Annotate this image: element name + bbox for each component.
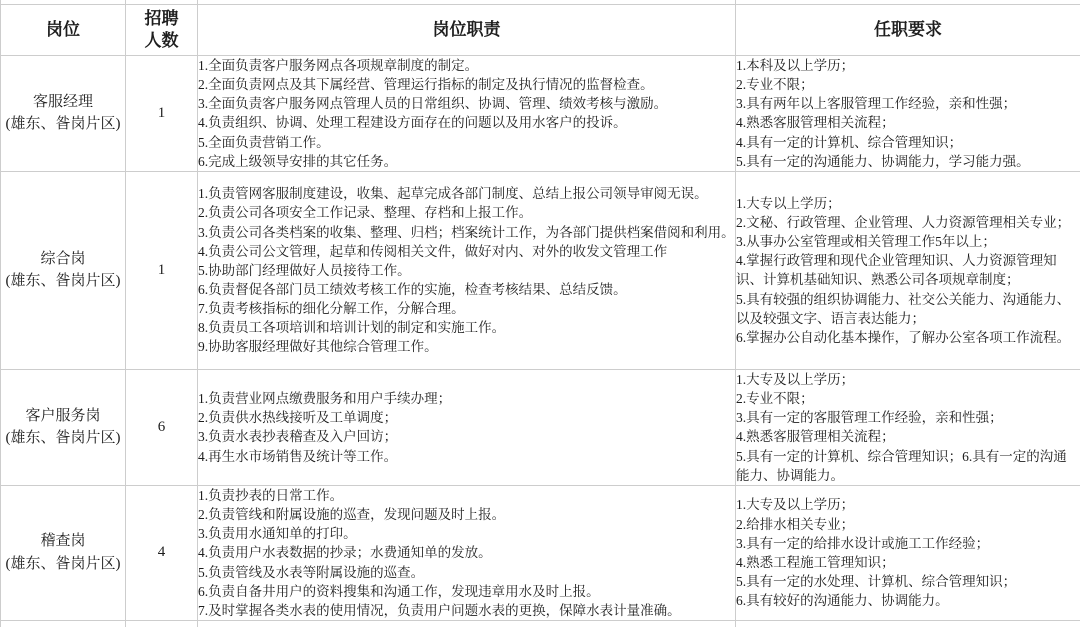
header-duties (198, 5, 736, 56)
duty-item: 6.负责督促各部门员工绩效考核工作的实施，检查考核结果、总结反馈。 (198, 280, 735, 299)
empty-cell (126, 620, 198, 627)
duty-item: 2.全面负责网点及其下属经营、管理运行指标的制定及执行情况的监督检查。 (198, 75, 735, 94)
position-area: (雄东、昝岗片区) (1, 113, 125, 136)
duty-item: 3.负责用水通知单的打印。 (198, 524, 735, 543)
requirement-item: 5.具有一定的计算机、综合管理知识；6.具有一定的沟通能力、协调能力。 (736, 447, 1080, 485)
duty-item: 2.负责管线和附属设施的巡查，发现问题及时上报。 (198, 505, 735, 524)
requirement-item: 5.具有较强的组织协调能力、社交公关能力、沟通能力、以及较强文字、语言表达能力； (736, 290, 1080, 328)
duties-cell (198, 485, 736, 620)
duty-item: 5.全面负责营销工作。 (198, 133, 735, 152)
position-name: 客户服务岗 (1, 405, 125, 428)
position-area: (雄东、昝岗片区) (1, 427, 125, 450)
duty-item: 4.负责用户水表数据的抄录；水费通知单的发放。 (198, 543, 735, 562)
position-cell (1, 171, 126, 369)
position-name: 稽查岗 (1, 530, 125, 553)
requirement-item: 4.熟悉工程施工管理知识； (736, 553, 1080, 572)
requirement-item: 2.文秘、行政管理、企业管理、人力资源管理相关专业； (736, 213, 1080, 232)
position-cell (1, 485, 126, 620)
position-cell (1, 56, 126, 172)
position-area: (雄东、昝岗片区) (1, 553, 125, 576)
requirement-item: 2.专业不限； (736, 389, 1080, 408)
table-row-customer-service (1, 369, 1080, 485)
headcount-cell: 1 (126, 171, 198, 369)
position-area: (雄东、昝岗片区) (1, 270, 125, 293)
duty-item: 6.完成上级领导安排的其它任务。 (198, 152, 735, 171)
requirement-item: 4.熟悉客服管理相关流程； (736, 113, 1080, 132)
header-position-label: 岗位 (46, 20, 80, 39)
requirement-item: 3.具有一定的客服管理工作经验，亲和性强； (736, 408, 1080, 427)
header-position (1, 5, 126, 56)
duty-item: 1.负责管网客服制度建设，收集、起草完成各部门制度、总结上报公司领导审阅无误。 (198, 184, 735, 203)
duty-item: 2.负责供水热线接听及工单调度； (198, 408, 735, 427)
requirement-item: 1.大专及以上学历； (736, 370, 1080, 389)
table-row-general-affairs (1, 171, 1080, 369)
duty-item: 9.协助客服经理做好其他综合管理工作。 (198, 337, 735, 356)
empty-cell (1, 620, 126, 627)
headcount-cell: 4 (126, 485, 198, 620)
duties-cell (198, 56, 736, 172)
header-requirements (736, 5, 1080, 56)
duty-item: 7.及时掌握各类水表的使用情况，负责用户问题水表的更换，保障水表计量准确。 (198, 601, 735, 620)
requirements-cell (736, 369, 1080, 485)
requirement-item: 3.具有一定的给排水设计或施工工作经验； (736, 534, 1080, 553)
empty-cell (198, 620, 736, 627)
duty-item: 4.再生水市场销售及统计等工作。 (198, 447, 735, 466)
requirement-item: 1.本科及以上学历； (736, 56, 1080, 75)
table-row-inspection (1, 485, 1080, 620)
headcount-cell: 6 (126, 369, 198, 485)
duty-item: 1.负责营业网点缴费服务和用户手续办理； (198, 389, 735, 408)
requirement-item: 6.具有较好的沟通能力、协调能力。 (736, 591, 1080, 610)
requirement-item: 1.大专以上学历； (736, 194, 1080, 213)
requirement-item: 5.具有一定的水处理、计算机、综合管理知识； (736, 572, 1080, 591)
requirement-item: 2.专业不限； (736, 75, 1080, 94)
requirement-item: 3.从事办公室管理或相关管理工作5年以上； (736, 232, 1080, 251)
requirement-item: 4.熟悉客服管理相关流程； (736, 427, 1080, 446)
header-headcount (126, 5, 198, 56)
requirement-item: 3.具有两年以上客服管理工作经验，亲和性强； (736, 94, 1080, 113)
duty-item: 8.负责员工各项培训和培训计划的制定和实施工作。 (198, 318, 735, 337)
header-headcount-line1: 招聘 (126, 8, 197, 30)
position-name: 客服经理 (1, 91, 125, 114)
header-headcount-line2: 人数 (126, 30, 197, 52)
empty-cell (736, 620, 1080, 627)
duty-item: 5.协助部门经理做好人员接待工作。 (198, 261, 735, 280)
requirements-cell (736, 171, 1080, 369)
duty-item: 3.负责水表抄表稽查及入户回访； (198, 427, 735, 446)
duty-item: 4.负责组织、协调、处理工程建设方面存在的问题以及用水客户的投诉。 (198, 113, 735, 132)
duty-item: 3.全面负责客户服务网点管理人员的日常组织、协调、管理、绩效考核与激励。 (198, 94, 735, 113)
duty-item: 1.负责抄表的日常工作。 (198, 486, 735, 505)
header-requirements-label: 任职要求 (874, 20, 942, 39)
duty-item: 6.负责自备井用户的资料搜集和沟通工作，发现违章用水及时上报。 (198, 582, 735, 601)
requirements-cell (736, 56, 1080, 172)
position-name: 综合岗 (1, 248, 125, 271)
requirements-cell (736, 485, 1080, 620)
table-row-customer-service-manager (1, 56, 1080, 172)
requirement-item: 1.大专及以上学历； (736, 495, 1080, 514)
header-duties-label: 岗位职责 (433, 20, 501, 39)
duties-cell (198, 369, 736, 485)
duty-item: 2.负责公司各项安全工作记录、整理、存档和上报工作。 (198, 203, 735, 222)
duty-item: 3.负责公司各类档案的收集、整理、归档；档案统计工作，为各部门提供档案借阅和利用。 (198, 223, 735, 242)
requirement-item: 4.掌握行政管理和现代企业管理知识、人力资源管理知识、计算机基础知识、熟悉公司各项规章制度； (736, 251, 1080, 289)
requirement-item: 6.掌握办公自动化基本操作，了解办公室各项工作流程。 (736, 328, 1080, 347)
duty-item: 7.负责考核指标的细化分解工作，分解合理。 (198, 299, 735, 318)
requirement-item: 5.具有一定的沟通能力、协调能力，学习能力强。 (736, 152, 1080, 171)
cropped-row-bottom (1, 620, 1080, 627)
header-row (1, 5, 1080, 56)
duty-item: 1.全面负责客户服务网点各项规章制度的制定。 (198, 56, 735, 75)
duty-item: 5.负责管线及水表等附属设施的巡查。 (198, 563, 735, 582)
position-cell (1, 369, 126, 485)
requirement-item: 4.具有一定的计算机、综合管理知识； (736, 133, 1080, 152)
duty-item: 4.负责公司公文管理，起草和传阅相关文件，做好对内、对外的收发文管理工作 (198, 242, 735, 261)
requirement-item: 2.给排水相关专业； (736, 515, 1080, 534)
duties-cell (198, 171, 736, 369)
headcount-cell: 1 (126, 56, 198, 172)
